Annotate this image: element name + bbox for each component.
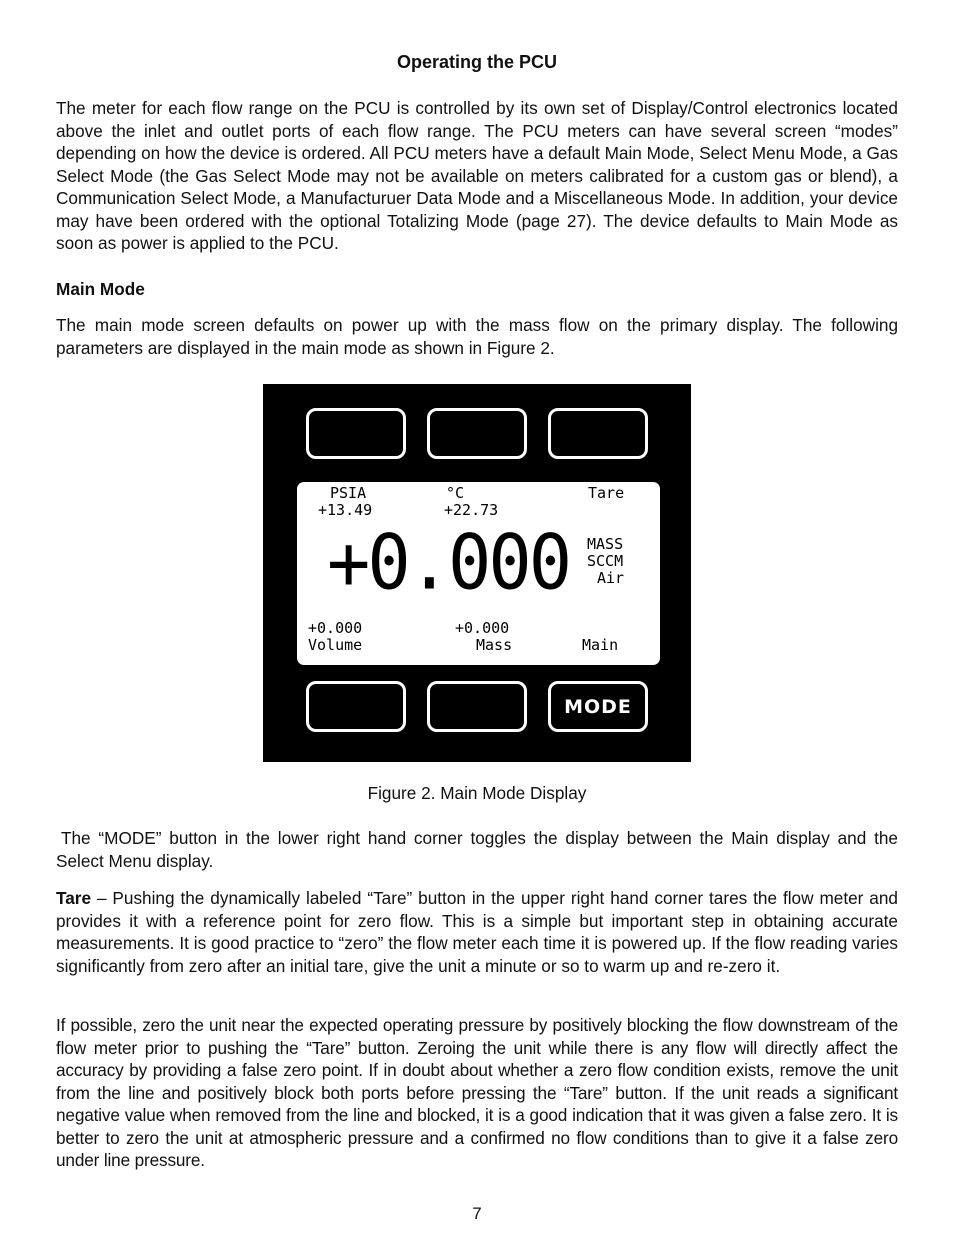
lcd-screen	[297, 482, 660, 665]
zero-paragraph: If possible, zero the unit near the expected operating pressure by positively blocking the flow downstream of the flow meter prior to pushing the “Tare” button. Zeroing the unit while there is any flow will directly affect the accuracy by providing a false zero point. If in doubt about whether a zero flow condition exists, remove the unit from the line and positively block both ports before pressing the “Tare” button. If the unit reads a significant negative value when removed from the line and blocked, it is a good indication that it was given a false zero. It is better to zero the unit at atmospheric pressure and a confirmed no flow conditions than to give it a false zero under line pressure.	[56, 1015, 898, 1170]
main-mode-paragraph: The main mode screen defaults on power up with the mass flow on the primary display. The following parameters are displayed in the main mode as shown in Figure 2.	[56, 315, 898, 358]
pressure-unit: PSIA	[330, 484, 367, 502]
figure-main-mode-display	[263, 384, 691, 762]
tare-paragraph	[56, 887, 898, 977]
flow-unit: SCCM	[587, 552, 624, 570]
mode-button-paragraph: The “MODE” button in the lower right hand corner toggles the display between the Main display and the Select Menu display.	[56, 828, 898, 871]
main-mode-heading: Main Mode	[56, 279, 145, 299]
temperature-value: +22.73	[444, 501, 499, 519]
intro-paragraph: The meter for each flow range on the PCU is controlled by its own set of Display/Control electronics located above the inlet and outlet ports of each flow range. The PCU meters can have several screen “modes” depending on how the device is ordered. All PCU meters have a default Main Mode, Select Menu Mode, a Gas Select Mode (the Gas Select Mode may not be available on meters calibrated for a custom gas or blend), a Communication Select Mode, a Manufacturuer Data Mode and a Miscellaneous Mode. In addition, your device may have been ordered with the optional Totalizing Mode (page 27). The device defaults to Main Mode as soon as power is applied to the PCU.	[56, 98, 898, 253]
tare-description: – Pushing the dynamically labeled “Tare” button in the upper right hand corner tares the flow meter and provides it with a reference point for zero flow. This is a simple but important step in obtaining accurate measurements. It is good practice to “zero” the flow meter each time it is powered up. If the flow reading varies significantly from zero after an initial tare, give the unit a minute or so to warm up and re-zero it.	[56, 888, 898, 976]
tare-term: Tare	[56, 888, 92, 908]
page-title: Operating the PCU	[396, 52, 557, 72]
top-right-button[interactable]	[548, 408, 648, 459]
flow-type: MASS	[587, 535, 624, 553]
pressure-value: +13.49	[318, 501, 373, 519]
mass-label: Mass	[476, 636, 513, 654]
volume-label: Volume	[308, 636, 363, 654]
tare-label: Tare	[588, 484, 625, 502]
figure-caption: Figure 2. Main Mode Display	[367, 783, 587, 803]
mode-button[interactable]: MODE	[548, 681, 648, 732]
top-center-button[interactable]	[427, 408, 527, 459]
top-left-button[interactable]	[306, 408, 406, 459]
page-number: 7	[472, 1204, 482, 1223]
mass-value: +0.000	[455, 619, 510, 637]
mode-name: Main	[582, 636, 619, 654]
temperature-unit: °C	[446, 484, 465, 502]
bottom-center-button[interactable]	[427, 681, 527, 732]
main-flow-value: +0.000	[327, 517, 570, 607]
bottom-left-button[interactable]	[306, 681, 406, 732]
volume-value: +0.000	[308, 619, 363, 637]
gas-name: Air	[597, 569, 625, 587]
